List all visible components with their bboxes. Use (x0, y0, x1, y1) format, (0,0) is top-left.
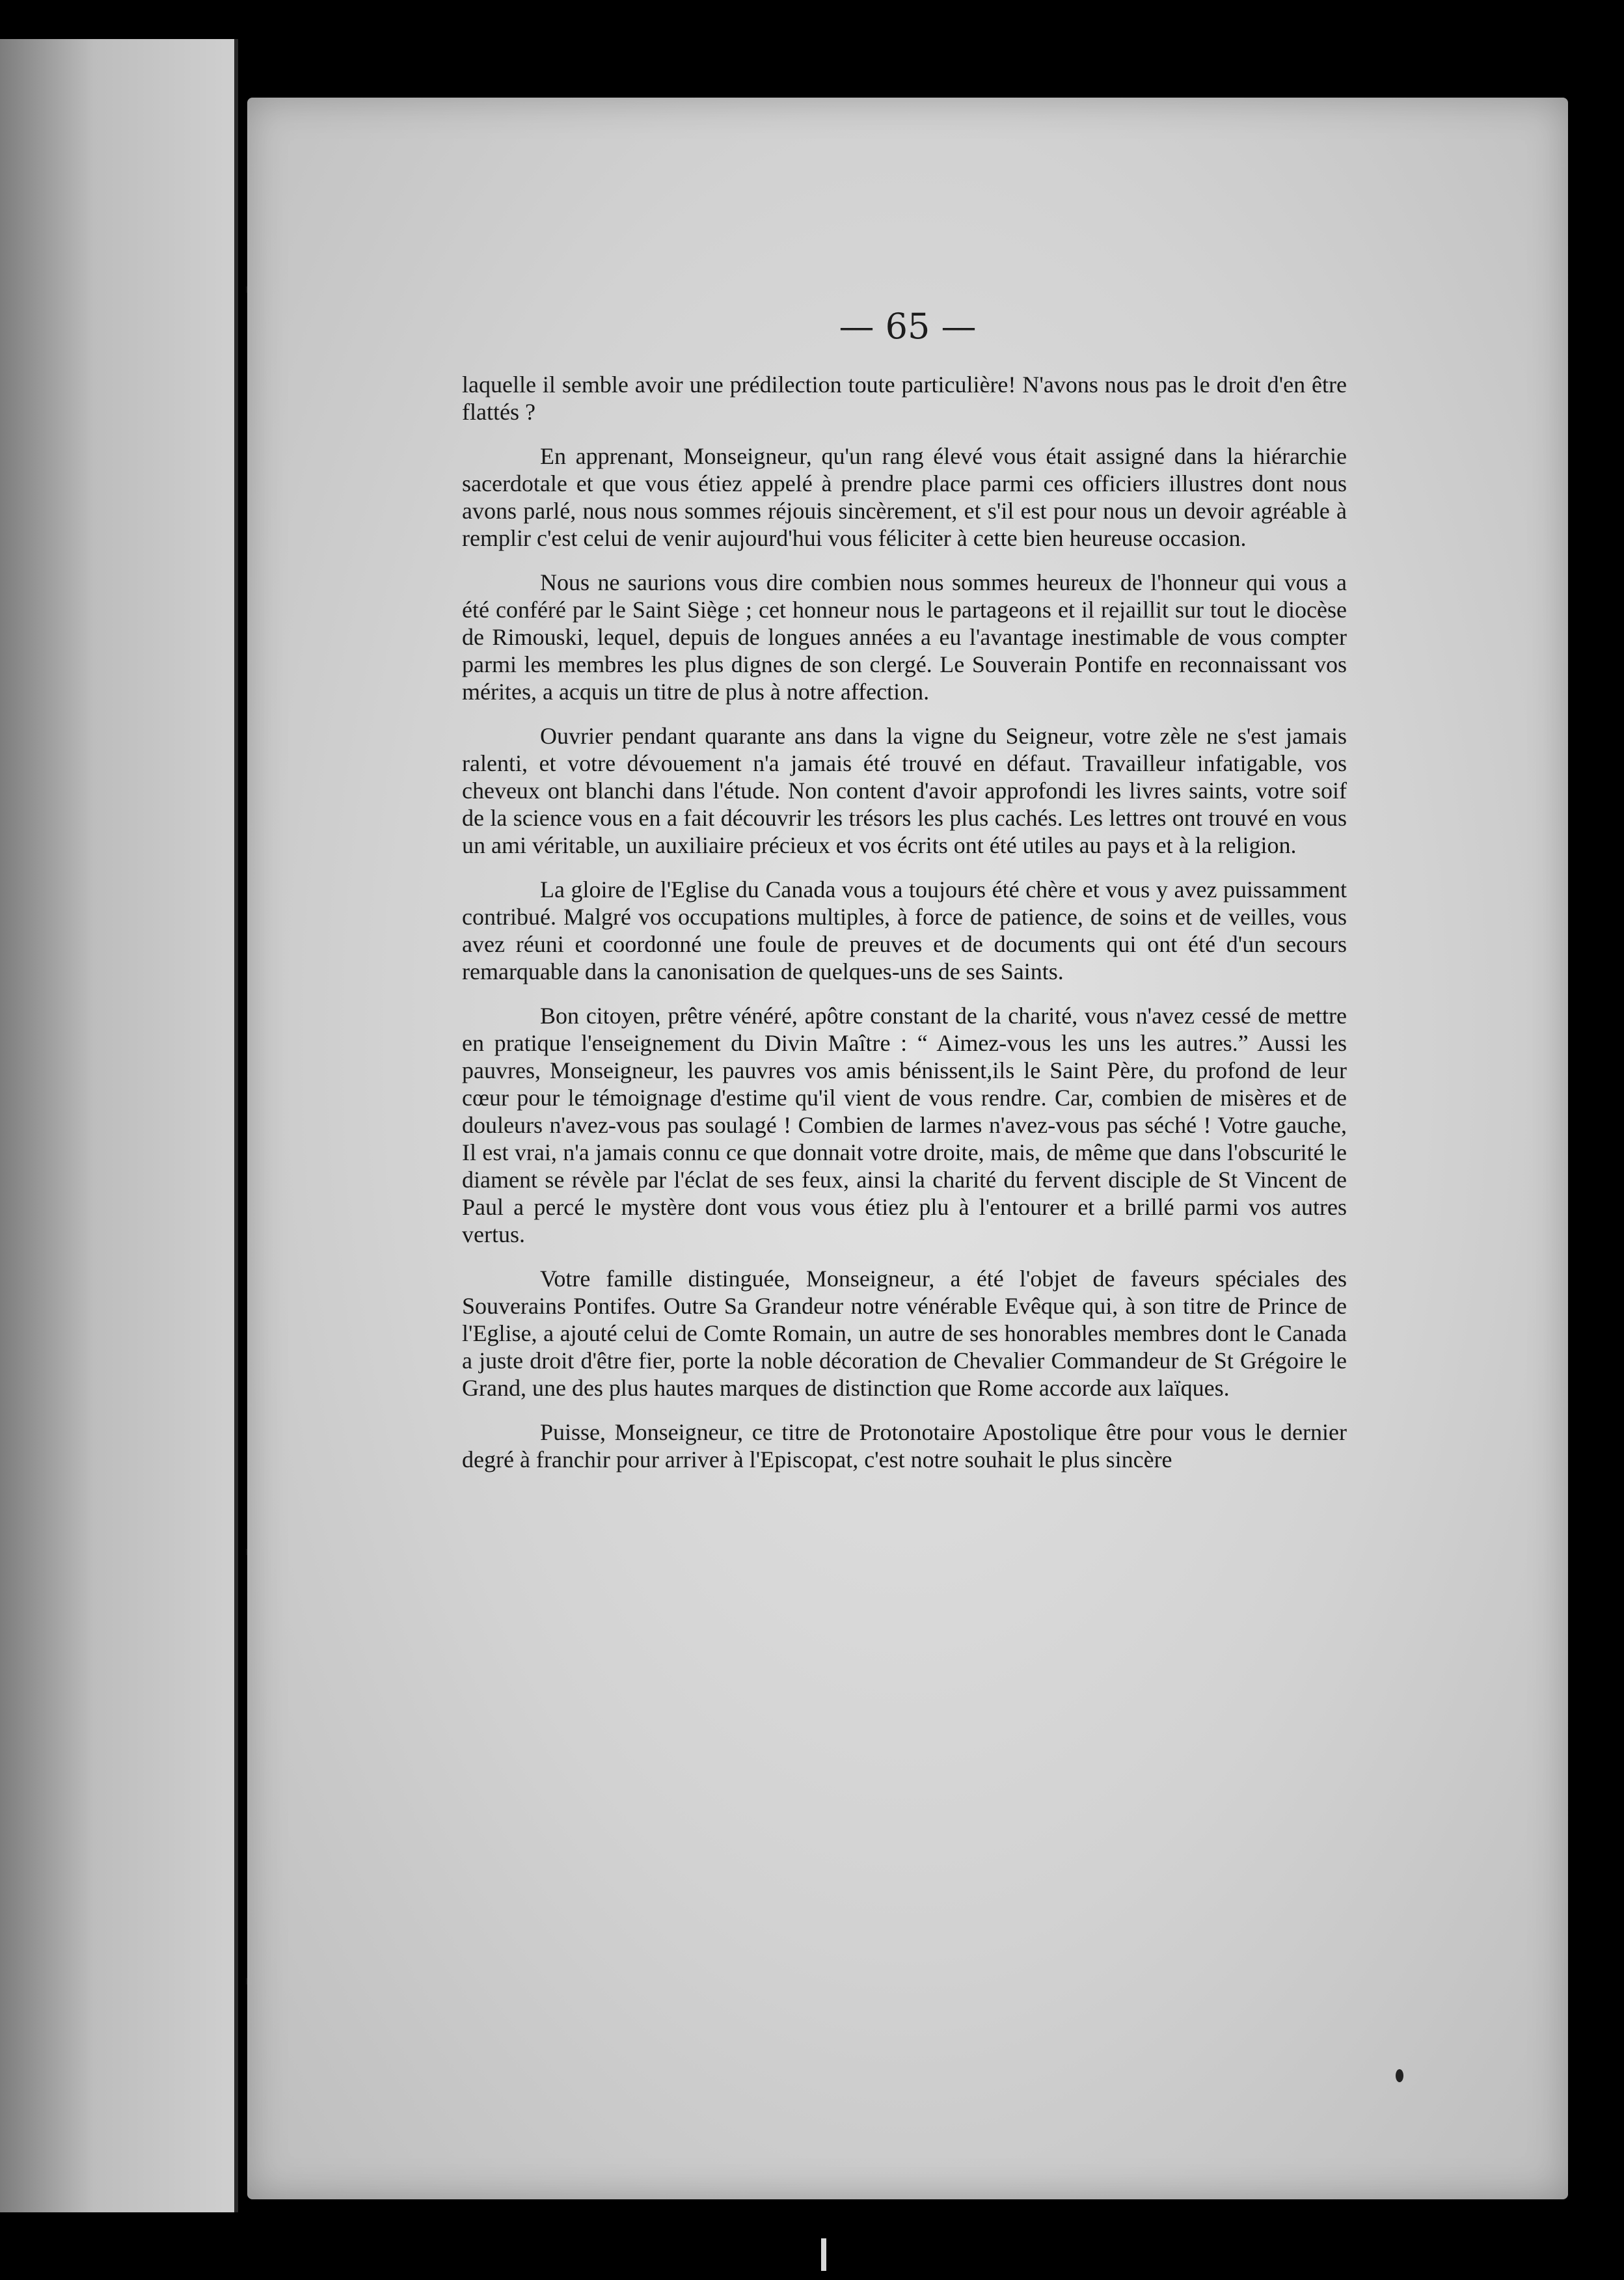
paragraph: Nous ne saurions vous dire combien nous sommes heureux de l'honneur qui vous a été conféré par le Saint Siège ; cet honneur nous le partageons et il rejaillit sur tout le diocèse de Rimouski, lequel, depuis de longues années a eu l'avantage inestimable de vous compter parmi les membres les plus dignes de son clergé. Le Souverain Pontife en reconnaissant vos mérites, a acquis un titre de plus à notre affection. (462, 569, 1347, 705)
paragraph: Puisse, Monseigneur, ce titre de Protonotaire Apostolique être pour vous le dernier degré à franchir pour arriver à l'Episcopat, c'est notre souhait le plus sincère (462, 1419, 1347, 1472)
body-text (462, 371, 1347, 1490)
scan-artifact (821, 2238, 826, 2271)
paragraph: La gloire de l'Eglise du Canada vous a toujours été chère et vous y avez puissamment contribué. Malgré vos occupations multiples, à force de patience, de soins et de veilles, vous avez réuni et coordonné une foule de preuves et de documents qui ont été d'un secours remarquable dans la canonisation de quelques-uns de ses Saints. (462, 876, 1347, 984)
document-page (247, 98, 1568, 2199)
paragraph: En apprenant, Monseigneur, qu'un rang élevé vous était assigné dans la hiérarchie sacerdotale et que vous étiez appelé à prendre place parmi ces officiers illustres dont nous avons parlé, nous nous sommes réjouis sincèrement, et s'il est pour nous un devoir agréable à remplir c'est celui de venir aujourd'hui vous féliciter à cette bien heureuse occasion. (462, 443, 1347, 551)
facing-page-edge (0, 39, 238, 2212)
paragraph: laquelle il semble avoir une prédilection toute particulière! N'avons nous pas le droit d'en être flattés ? (462, 372, 1347, 425)
paragraph: Votre famille distinguée, Monseigneur, a été l'objet de faveurs spéciales des Souverains Pontifes. Outre Sa Grandeur notre vénérable Evêque qui, à son titre de Prince de l'Eglise, a ajouté celui de Comte Romain, un autre de ses honorables membres dont le Canada a juste droit d'être fier, porte la noble décoration de Chevalier Commandeur de St Grégoire le Grand, une des plus hautes marques de distinction que Rome accorde aux laïques. (462, 1266, 1347, 1401)
paragraph: Bon citoyen, prêtre vénéré, apôtre constant de la charité, vous n'avez cessé de mettre en pratique l'enseignement du Divin Maître : “ Aimez-vous les uns les autres.” Aussi les pauvres, Monseigneur, les pauvres vos amis bénissent,ils le Saint Père, du profond de leur cœur pour le témoignage d'estime qu'il vient de vous rendre. Car, combien de misères et de douleurs n'avez-vous pas soulagé ! Combien de larmes n'avez-vous pas séché ! Votre gauche, Il est vrai, n'a jamais connu ce que donnait votre droite, mais, de même que dans l'obscurité le diament se révèle par l'éclat de ses feux, ainsi la charité du fervent disciple de St Vincent de Paul a percé le mystère dont vous vous étiez plu à l'entourer et a brillé parmi vos autres vertus. (462, 1003, 1347, 1247)
page-number: — 65 — (839, 306, 977, 347)
ink-speck (1396, 2069, 1403, 2082)
paragraph: Ouvrier pendant quarante ans dans la vigne du Seigneur, votre zèle ne s'est jamais ralenti, et votre dévouement n'a jamais été trouvé en défaut. Travailleur infatigable, vos cheveux ont blanchi dans l'étude. Non content d'avoir approfondi les livres saints, votre soif de la science vous en a fait découvrir les trésors les plus cachés. Les lettres ont trouvé en vous un ami véritable, un auxiliaire précieux et vos écrits ont été utiles au pays et à la religion. (462, 723, 1347, 858)
